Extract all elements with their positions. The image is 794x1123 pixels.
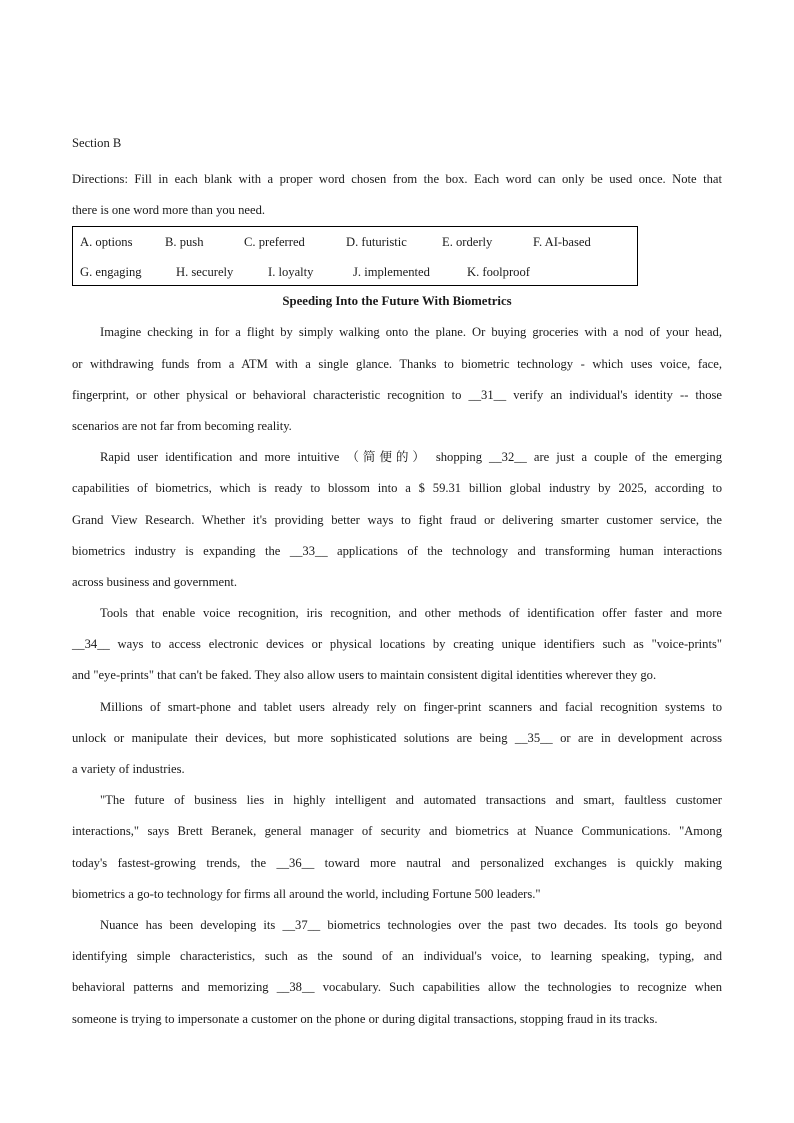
word-option: D. futuristic (346, 235, 407, 250)
paragraph-line: scenarios are not far from becoming reality. (72, 418, 292, 433)
paragraph-line: today's fastest-growing trends, the __36__ toward more nautral and personalized exchanges is quickly making (72, 855, 722, 870)
word-option: I. loyalty (268, 265, 314, 280)
paragraph-line: identifying simple characteristics, such as the sound of an individual's voice, to learning speaking, typing, and (72, 949, 722, 964)
paragraph-line: someone is trying to impersonate a customer on the phone or during digital transactions, stopping fraud in its tracks. (72, 1011, 658, 1026)
article-paragraph (72, 442, 722, 598)
paragraph-line: biometrics industry is expanding the __33__ applications of the technology and transforming human interactions (72, 543, 722, 558)
word-option: J. implemented (353, 265, 430, 280)
word-option: K. foolproof (467, 265, 530, 280)
article-paragraph (72, 598, 722, 692)
paragraph-line: and "eye-prints" that can't be faked. They also allow users to maintain consistent digital identities wherever they go. (72, 668, 657, 683)
paragraph-line: Nuance has been developing its __37__ biometrics technologies over the past two decades. Its tools go beyond (100, 917, 722, 932)
paragraph-line: across business and government. (72, 574, 238, 589)
word-option: A. options (80, 235, 133, 250)
word-option: C. preferred (244, 235, 305, 250)
section-label: Section B (72, 136, 122, 150)
paragraph-line: Tools that enable voice recognition, iris recognition, and other methods of identification offer faster and more (100, 606, 722, 621)
article-title: Speeding Into the Future With Biometrics (282, 294, 512, 309)
directions (72, 164, 722, 226)
paragraph-line: Imagine checking in for a flight by simply walking onto the plane. Or buying groceries with a nod of your head, (100, 325, 722, 340)
article-paragraph (72, 785, 722, 910)
paragraph-line: unlock or manipulate their devices, but more sophisticated solutions are being __35__ or are in development across (72, 730, 722, 745)
word-option: G. engaging (80, 265, 142, 280)
word-option: H. securely (176, 265, 234, 280)
paragraph-line: behavioral patterns and memorizing __38__ vocabulary. Such capabilities allow the technologies to recognize when (72, 980, 722, 995)
word-option: B. push (165, 235, 204, 250)
paragraph-line: a variety of industries. (72, 762, 185, 776)
paragraph-line: fingerprint, or other physical or behavioral characteristic recognition to __31__ verify an individual's identity -- those (72, 387, 722, 402)
article-paragraph (72, 910, 722, 1035)
word-option: F. AI-based (533, 235, 591, 250)
article-paragraph (72, 692, 722, 786)
paragraph-line: Rapid user identification and more intuitive （简便的） shopping __32__ are just a couple of the emerging (100, 450, 722, 465)
paragraph-line: "The future of business lies in highly intelligent and automated transactions and smart, faultless customer (100, 793, 722, 808)
directions-line: there is one word more than you need. (72, 203, 266, 218)
word-box (72, 226, 638, 286)
paragraph-line: Millions of smart-phone and tablet users already rely on finger-print scanners and facial recognition systems to (100, 699, 722, 714)
article-paragraph (72, 317, 722, 442)
paragraph-line: or withdrawing funds from a ATM with a single glance. Thanks to biometric technology - which uses voice, face, (72, 356, 722, 371)
paragraph-line: biometrics a go-to technology for firms all around the world, including Fortune 500 leaders." (72, 886, 541, 901)
paragraph-line: __34__ ways to access electronic devices or physical locations by creating unique identifiers such as "voice-prints" (72, 637, 722, 652)
paragraph-line: Grand View Research. Whether it's providing better ways to fight fraud or delivering smarter customer service, the (72, 512, 722, 527)
article-body (72, 317, 722, 1034)
document-page (72, 133, 722, 1035)
directions-line: Directions: Fill in each blank with a proper word chosen from the box. Each word can only be used once. Note that (72, 172, 722, 186)
paragraph-line: interactions," says Brett Beranek, general manager of security and biometrics at Nuance Communications. "Among (72, 824, 722, 839)
word-option: E. orderly (442, 235, 493, 250)
paragraph-line: capabilities of biometrics, which is ready to blossom into a $ 59.31 billion global industry by 2025, according to (72, 481, 722, 496)
